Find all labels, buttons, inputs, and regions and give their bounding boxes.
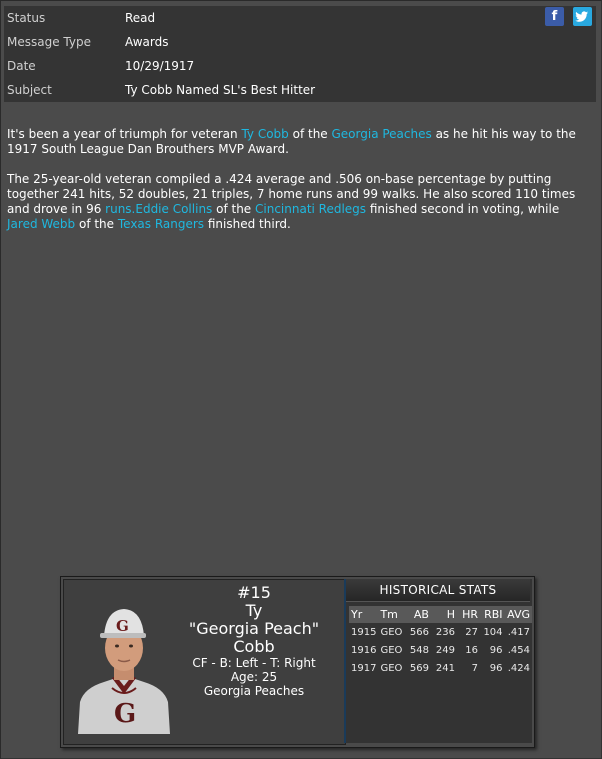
subject-value: Ty Cobb Named SL's Best Hitter [125,83,316,97]
cell-avg: .454 [507,644,530,656]
message-header [4,6,596,102]
message-body [7,127,587,247]
cap-letter: G [116,617,129,635]
jersey-letter: G [114,699,137,729]
facebook-icon: f [551,9,558,24]
text-span: finished second in voting, while [366,202,560,216]
cell-ab: 569 [409,662,429,674]
cell-h: 249 [435,644,456,656]
cell-hr: 7 [471,662,478,674]
col-year[interactable]: Yr [349,606,378,623]
stats-header-row [349,606,532,623]
link-eddie-collins[interactable]: runs.Eddie Collins [105,202,213,216]
table-row [349,659,532,677]
header-row-subject [4,78,596,102]
text-span: of the [75,217,118,231]
cell-team: GEO [380,644,403,656]
player-info [179,584,329,698]
historical-stats-title: HISTORICAL STATS [346,579,530,602]
text-span: of the [212,202,255,216]
cell-avg: .417 [507,626,530,638]
col-team[interactable]: Tm [378,606,404,623]
player-number: #15 [237,583,271,602]
col-avg[interactable]: AVG [505,606,532,623]
twitter-share-button[interactable] [573,7,592,26]
table-row [349,641,532,659]
cell-rbi: 104 [483,626,503,638]
player-profile-panel[interactable] [63,579,346,745]
header-row-status [4,6,596,30]
article-paragraph-1 [7,127,587,157]
cell-rbi: 96 [489,644,503,656]
link-texas-rangers[interactable]: Texas Rangers [117,217,205,231]
player-position-line: CF - B: Left - T: Right [192,656,316,670]
cell-avg: .424 [507,662,530,674]
cell-hr: 27 [465,626,478,638]
player-nickname: "Georgia Peach" [188,619,320,638]
cell-h: 236 [435,626,456,638]
twitter-icon [573,7,592,26]
text-span: It's been a year of triumph for veteran [7,127,242,141]
text-span: of the [288,127,332,141]
text-span: as he hit his way to the 1917 South League Dan Brouthers MVP Award. [7,127,576,156]
historical-stats-table [349,606,532,677]
table-row [349,623,532,641]
cell-ab: 548 [409,644,429,656]
cell-year: 1917 [351,662,377,674]
historical-stats-panel [344,579,532,743]
header-row-message-type [4,30,596,54]
date-label: Date [7,59,36,73]
player-team: Georgia Peaches [203,684,305,698]
cell-year: 1915 [351,626,377,638]
col-rbi[interactable]: RBI [480,606,505,623]
cell-h: 241 [435,662,456,674]
link-ty-cobb[interactable]: Ty Cobb [241,127,289,141]
text-span: The 25-year-old veteran compiled a .424 average and .506 on-base percentage by putting together 241 hits, 52 doubles, 21 triples, 7 home runs and 99 walks. He also scored 110 times and drove in 96 [7,172,576,216]
cell-rbi: 96 [489,662,503,674]
link-georgia-peaches[interactable]: Georgia Peaches [331,127,432,141]
header-row-date [4,54,596,78]
subject-label: Subject [7,83,52,97]
message-type-label: Message Type [7,35,91,49]
text-span: finished third. [204,217,291,231]
cell-ab: 566 [409,626,429,638]
status-label: Status [7,11,46,25]
player-age: Age: 25 [230,670,278,684]
player-portrait [76,598,172,734]
cell-team: GEO [380,662,403,674]
player-first-name: Ty [245,601,263,620]
player-last-name: Cobb [233,637,275,656]
cell-year: 1916 [351,644,377,656]
facebook-share-button[interactable] [545,7,564,26]
col-h[interactable]: H [431,606,457,623]
article-paragraph-2 [7,172,587,232]
status-value: Read [125,11,156,25]
link-jared-webb[interactable]: Jared Webb [7,217,76,231]
date-value: 10/29/1917 [125,59,195,73]
player-card [60,576,535,748]
col-hr[interactable]: HR [457,606,480,623]
cell-hr: 16 [465,644,478,656]
message-type-value: Awards [125,35,169,49]
link-cincinnati-redlegs[interactable]: Cincinnati Redlegs [255,202,367,216]
col-ab[interactable]: AB [405,606,431,623]
cell-team: GEO [380,626,403,638]
